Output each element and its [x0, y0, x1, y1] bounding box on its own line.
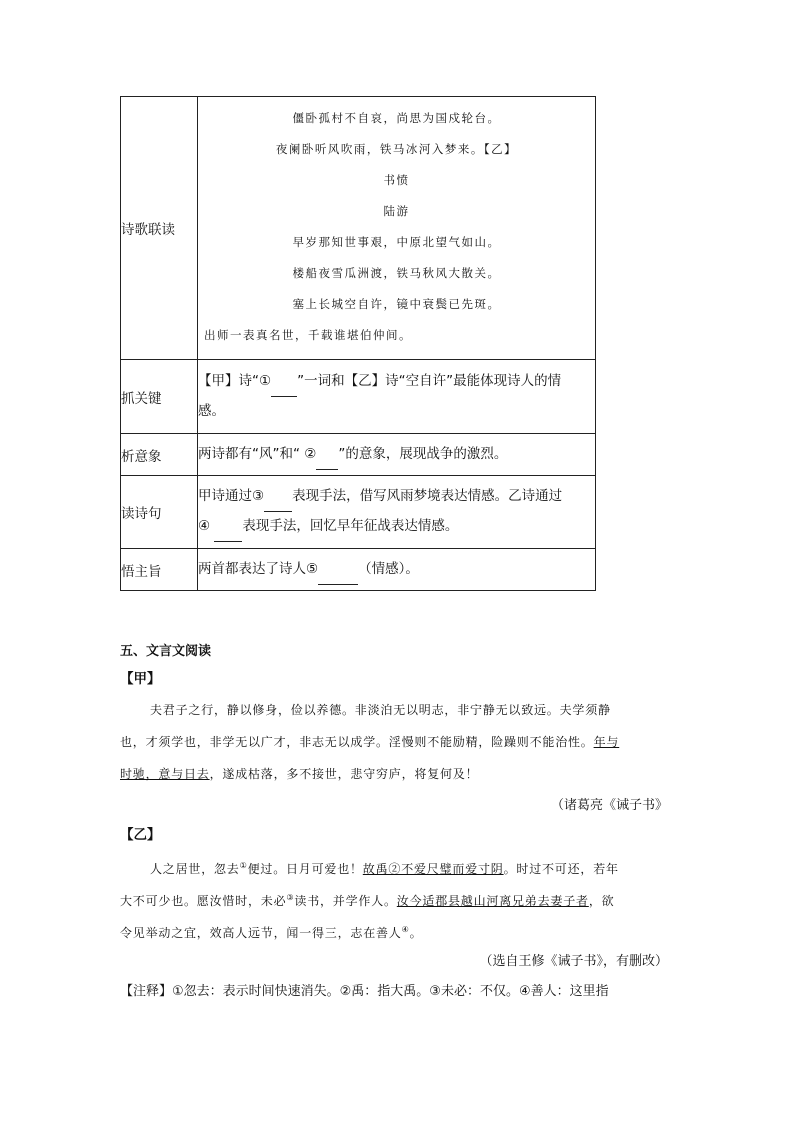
poem-line: 早岁那知世事艰，中原北望气如山。 — [292, 235, 501, 249]
row-label: 析意象 — [121, 434, 198, 476]
text-span: 。时过不可还，若年 — [503, 862, 619, 876]
table-row — [121, 97, 596, 360]
passage-yi — [120, 850, 672, 946]
question-text: 感。 — [198, 403, 225, 419]
footnote-marker: ③ — [286, 893, 295, 902]
text-span: ，欲 — [588, 894, 615, 908]
passage-line — [120, 726, 672, 758]
question-text: 表现手法，回忆早年征战表达情感。 — [242, 518, 459, 534]
question-text: 两诗都有“风”和“ ② — [198, 445, 317, 462]
text-span: 。 — [409, 926, 423, 940]
text-span: 令见举动之宜，效高人远节，闻一得三，志在善人 — [120, 926, 402, 940]
passage-jia-label: 【甲】 — [120, 671, 161, 687]
poem-line: 僵卧孤村不自哀，尚思为国戍轮台。 — [292, 111, 501, 125]
underlined-sentence: 故禹②不爱尺璧而爱寸阴 — [362, 862, 504, 876]
underlined-sentence: 年与 — [593, 735, 620, 749]
section-title: 五、文言文阅读 — [120, 644, 212, 659]
poem-title: 书愤 — [383, 173, 410, 187]
text-span: 便过。日月可爱也！ — [247, 862, 363, 876]
table-row — [121, 360, 596, 434]
text-span: 大不可少也。愿汝惜时，未必 — [120, 894, 287, 908]
answer-blank-4[interactable] — [214, 512, 242, 542]
poetry-analysis-table — [120, 96, 596, 591]
row-content — [198, 549, 596, 591]
table-row — [121, 476, 596, 549]
passage-yi-source: （选自王修《诫子书》，有删改） — [479, 954, 668, 969]
question-text: 甲诗通过③ — [198, 488, 265, 504]
passage-line — [120, 882, 672, 914]
footnote-marker: ① — [239, 861, 248, 870]
passage-jia-source: （诸葛亮《诫子书》 — [550, 798, 668, 813]
table-row — [121, 549, 596, 591]
passage-line: 夫君子之行，静以修身，俭以养德。非淡泊无以明志，非宁静无以致远。夫学须静 — [150, 703, 611, 717]
question-text: 表现手法，借写风雨梦境表达情感。乙诗通过 — [292, 488, 563, 504]
underlined-sentence: 时驰，意与日去 — [120, 767, 210, 781]
text-span: 人之居世，忽去 — [150, 862, 240, 876]
table-row — [121, 434, 596, 476]
passage-line — [120, 758, 672, 790]
question-text: 【甲】诗“① — [198, 373, 272, 389]
underlined-sentence: 汝今适郡县越山河离兄弟去妻子者 — [396, 894, 589, 908]
poem-line: 楼船夜雪瓜洲渡，铁马秋风大散关。 — [292, 266, 501, 280]
row-content — [198, 360, 596, 434]
answer-blank-5[interactable] — [318, 555, 358, 585]
row-label: 抓关键 — [121, 360, 198, 434]
poem-line: 塞上长城空自许，镜中衰鬓已先斑。 — [292, 297, 501, 311]
question-text: ”的意象，展现战争的激烈。 — [338, 445, 508, 462]
poem-line: 出师一表真名世，千载谁堪伯仲间。 — [204, 328, 412, 342]
passage-jia — [120, 694, 672, 790]
row-content — [198, 434, 596, 476]
footnote-marker: ④ — [401, 925, 410, 934]
row-label: 诗歌联读 — [121, 97, 198, 360]
text-span: ，遂成枯落，多不接世，悲守穷庐，将复何及！ — [209, 767, 479, 781]
text-span: 读书，并学作人。 — [294, 894, 397, 908]
text-span: 也，才须学也，非学无以广才，非志无以成学。淫慢则不能励精，险躁则不能治性。 — [120, 735, 594, 749]
question-text: 两首都表达了诗人⑤ — [198, 560, 319, 577]
passage-line — [120, 850, 672, 882]
passage-yi-label: 【乙】 — [120, 827, 161, 843]
row-content — [198, 476, 596, 549]
question-text: ④ — [198, 518, 215, 534]
passage-line — [120, 914, 672, 946]
poem-cell — [198, 97, 596, 360]
row-label: 悟主旨 — [121, 549, 198, 591]
question-text: （情感）。 — [358, 560, 419, 577]
row-label: 读诗句 — [121, 476, 198, 549]
annotation-notes: 【注释】①忽去：表示时间快速消失。②禹：指大禹。③未必：不仅。④善人：这里指 — [120, 984, 609, 999]
poem-author: 陆游 — [383, 204, 410, 218]
answer-blank-1[interactable] — [271, 367, 297, 397]
answer-blank-2[interactable] — [316, 440, 338, 470]
answer-blank-3[interactable] — [264, 482, 292, 512]
poem-line: 夜阑卧听风吹雨，铁马冰河入梦来。【乙】 — [275, 142, 518, 156]
question-text: ”一词和【乙】诗“空自许”最能体现诗人的情 — [297, 373, 562, 389]
